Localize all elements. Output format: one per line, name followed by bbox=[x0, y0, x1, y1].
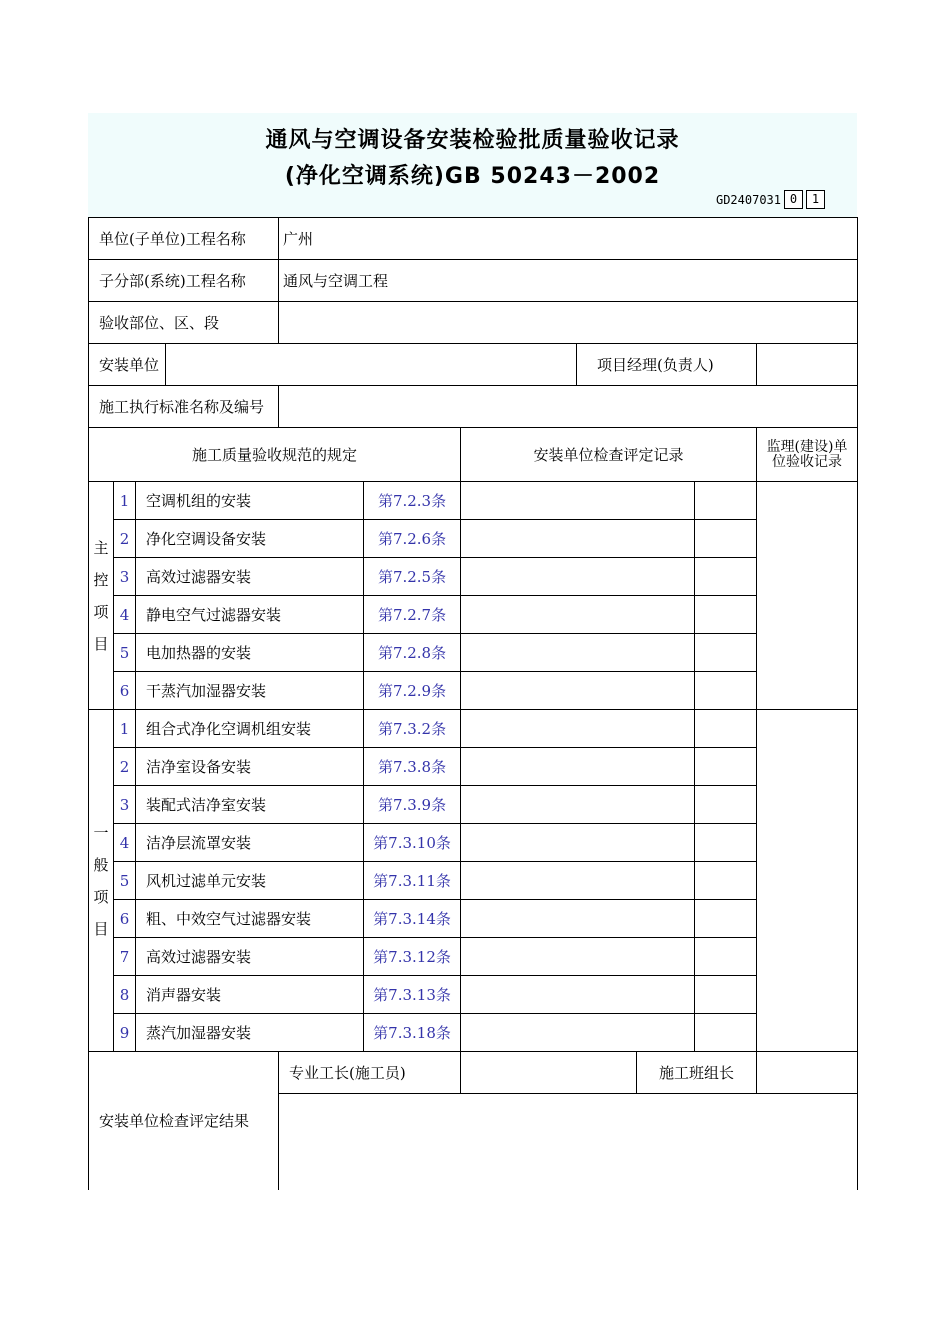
item-clause: 第7.2.3条 bbox=[364, 482, 461, 520]
item-number: 4 bbox=[114, 596, 136, 634]
item-name: 洁净层流罩安装 bbox=[136, 824, 364, 862]
item-record[interactable] bbox=[461, 672, 695, 710]
standard-field[interactable] bbox=[279, 386, 858, 428]
item-name: 静电空气过滤器安装 bbox=[136, 596, 364, 634]
item-name: 组合式净化空调机组安装 bbox=[136, 710, 364, 748]
item-record-extra[interactable] bbox=[695, 558, 757, 596]
row-sub-project bbox=[89, 260, 858, 302]
general-char: 般 bbox=[93, 855, 109, 874]
item-number: 3 bbox=[114, 558, 136, 596]
inspection-form bbox=[88, 113, 857, 1193]
item-record[interactable] bbox=[461, 558, 695, 596]
item-number: 2 bbox=[114, 520, 136, 558]
sub-project-label: 子分部(系统)工程名称 bbox=[89, 260, 279, 302]
item-number: 6 bbox=[114, 672, 136, 710]
item-name: 洁净室设备安装 bbox=[136, 748, 364, 786]
item-record-extra[interactable] bbox=[695, 482, 757, 520]
item-clause: 第7.3.9条 bbox=[364, 786, 461, 824]
item-name: 装配式洁净室安装 bbox=[136, 786, 364, 824]
item-number: 9 bbox=[114, 1014, 136, 1052]
item-record-extra[interactable] bbox=[695, 672, 757, 710]
item-record-extra[interactable] bbox=[695, 824, 757, 862]
item-name: 蒸汽加湿器安装 bbox=[136, 1014, 364, 1052]
table-row bbox=[89, 1014, 858, 1052]
item-name: 风机过滤单元安装 bbox=[136, 862, 364, 900]
item-record[interactable] bbox=[461, 786, 695, 824]
table-row bbox=[89, 672, 858, 710]
item-record[interactable] bbox=[461, 900, 695, 938]
form-title: 通风与空调设备安装检验批质量验收记录 bbox=[265, 128, 680, 153]
general-char: 项 bbox=[93, 887, 109, 906]
item-number: 1 bbox=[114, 710, 136, 748]
item-name: 电加热器的安装 bbox=[136, 634, 364, 672]
form-table bbox=[88, 217, 858, 1190]
table-row bbox=[89, 520, 858, 558]
item-clause: 第7.3.11条 bbox=[364, 862, 461, 900]
form-header bbox=[88, 113, 857, 217]
item-number: 3 bbox=[114, 786, 136, 824]
item-clause: 第7.2.9条 bbox=[364, 672, 461, 710]
table-row bbox=[89, 634, 858, 672]
item-name: 干蒸汽加湿器安装 bbox=[136, 672, 364, 710]
item-name: 净化空调设备安装 bbox=[136, 520, 364, 558]
item-name: 粗、中效空气过滤器安装 bbox=[136, 900, 364, 938]
item-record[interactable] bbox=[461, 976, 695, 1014]
install-unit-label: 安装单位 bbox=[89, 344, 166, 386]
item-record-extra[interactable] bbox=[695, 900, 757, 938]
row-standard bbox=[89, 386, 858, 428]
row-accept-part bbox=[89, 302, 858, 344]
team-leader-field[interactable] bbox=[757, 1052, 858, 1094]
item-clause: 第7.2.5条 bbox=[364, 558, 461, 596]
row-column-headers bbox=[89, 428, 858, 482]
foreman-field[interactable] bbox=[461, 1052, 637, 1094]
item-record-extra[interactable] bbox=[695, 596, 757, 634]
pm-field[interactable] bbox=[757, 344, 858, 386]
record-header: 安装单位检查评定记录 bbox=[461, 428, 757, 482]
item-number: 2 bbox=[114, 748, 136, 786]
main-control-char: 主 bbox=[93, 538, 109, 557]
item-record-extra[interactable] bbox=[695, 634, 757, 672]
item-name: 空调机组的安装 bbox=[136, 482, 364, 520]
form-code bbox=[716, 190, 825, 209]
item-record-extra[interactable] bbox=[695, 938, 757, 976]
form-subtitle: (净化空调系统)GB 50243－2002 bbox=[284, 164, 661, 189]
item-clause: 第7.3.2条 bbox=[364, 710, 461, 748]
item-number: 8 bbox=[114, 976, 136, 1014]
main-control-supervisor[interactable] bbox=[757, 482, 858, 710]
row-foreman bbox=[89, 1052, 858, 1094]
accept-part-label: 验收部位、区、段 bbox=[89, 302, 279, 344]
general-char: 一 bbox=[93, 823, 109, 842]
unit-project-value[interactable]: 广州 bbox=[279, 218, 858, 260]
item-name: 高效过滤器安装 bbox=[136, 938, 364, 976]
item-name: 高效过滤器安装 bbox=[136, 558, 364, 596]
item-record[interactable] bbox=[461, 824, 695, 862]
table-row bbox=[89, 824, 858, 862]
item-record-extra[interactable] bbox=[695, 976, 757, 1014]
item-clause: 第7.3.8条 bbox=[364, 748, 461, 786]
row-unit-project bbox=[89, 218, 858, 260]
table-row bbox=[89, 862, 858, 900]
item-clause: 第7.2.7条 bbox=[364, 596, 461, 634]
item-number: 7 bbox=[114, 938, 136, 976]
supervisor-header: 监理(建设)单位验收记录 bbox=[757, 428, 858, 482]
item-record[interactable] bbox=[461, 520, 695, 558]
standard-label: 施工执行标准名称及编号 bbox=[89, 386, 279, 428]
spec-header: 施工质量验收规范的规定 bbox=[89, 428, 461, 482]
table-row bbox=[89, 482, 858, 520]
item-number: 5 bbox=[114, 634, 136, 672]
foreman-label: 专业工长(施工员) bbox=[279, 1052, 461, 1094]
item-number: 1 bbox=[114, 482, 136, 520]
item-record-extra[interactable] bbox=[695, 862, 757, 900]
general-supervisor[interactable] bbox=[757, 710, 858, 1052]
item-record-extra[interactable] bbox=[695, 710, 757, 748]
item-name: 消声器安装 bbox=[136, 976, 364, 1014]
item-clause: 第7.3.13条 bbox=[364, 976, 461, 1014]
table-row bbox=[89, 596, 858, 634]
item-record[interactable] bbox=[461, 862, 695, 900]
general-label bbox=[89, 710, 114, 1052]
table-row bbox=[89, 558, 858, 596]
item-record-extra[interactable] bbox=[695, 786, 757, 824]
item-record[interactable] bbox=[461, 1014, 695, 1052]
form-code-text: GD2407031 bbox=[715, 192, 781, 207]
item-record[interactable] bbox=[461, 482, 695, 520]
row-install-unit bbox=[89, 344, 858, 386]
item-clause: 第7.3.10条 bbox=[364, 824, 461, 862]
sub-project-value[interactable]: 通风与空调工程 bbox=[279, 260, 858, 302]
item-number: 4 bbox=[114, 824, 136, 862]
table-row bbox=[89, 710, 858, 748]
result-field[interactable] bbox=[279, 1094, 858, 1190]
item-record-extra[interactable] bbox=[695, 748, 757, 786]
result-label: 安装单位检查评定结果 bbox=[89, 1052, 279, 1190]
main-control-label bbox=[89, 482, 114, 710]
item-record-extra[interactable] bbox=[695, 1014, 757, 1052]
item-clause: 第7.3.12条 bbox=[364, 938, 461, 976]
main-control-char: 目 bbox=[93, 634, 109, 653]
unit-project-label: 单位(子单位)工程名称 bbox=[89, 218, 279, 260]
general-char: 目 bbox=[93, 919, 109, 938]
item-clause: 第7.3.18条 bbox=[364, 1014, 461, 1052]
pm-label: 项目经理(负责人) bbox=[577, 344, 757, 386]
item-record[interactable] bbox=[461, 596, 695, 634]
table-row bbox=[89, 900, 858, 938]
item-record[interactable] bbox=[461, 938, 695, 976]
item-clause: 第7.2.8条 bbox=[364, 634, 461, 672]
table-row bbox=[89, 938, 858, 976]
item-clause: 第7.2.6条 bbox=[364, 520, 461, 558]
item-number: 6 bbox=[114, 900, 136, 938]
item-record[interactable] bbox=[461, 710, 695, 748]
main-control-char: 项 bbox=[93, 602, 109, 621]
table-row bbox=[89, 976, 858, 1014]
form-code-box-2[interactable]: 1 bbox=[806, 190, 825, 209]
item-record-extra[interactable] bbox=[695, 520, 757, 558]
table-row bbox=[89, 786, 858, 824]
accept-part-field[interactable] bbox=[279, 302, 858, 344]
main-control-char: 控 bbox=[93, 570, 109, 589]
item-record[interactable] bbox=[461, 748, 695, 786]
install-unit-field[interactable] bbox=[166, 344, 577, 386]
item-clause: 第7.3.14条 bbox=[364, 900, 461, 938]
team-leader-label: 施工班组长 bbox=[637, 1052, 757, 1094]
item-record[interactable] bbox=[461, 634, 695, 672]
item-number: 5 bbox=[114, 862, 136, 900]
form-code-box-1[interactable]: 0 bbox=[784, 190, 803, 209]
table-row bbox=[89, 748, 858, 786]
